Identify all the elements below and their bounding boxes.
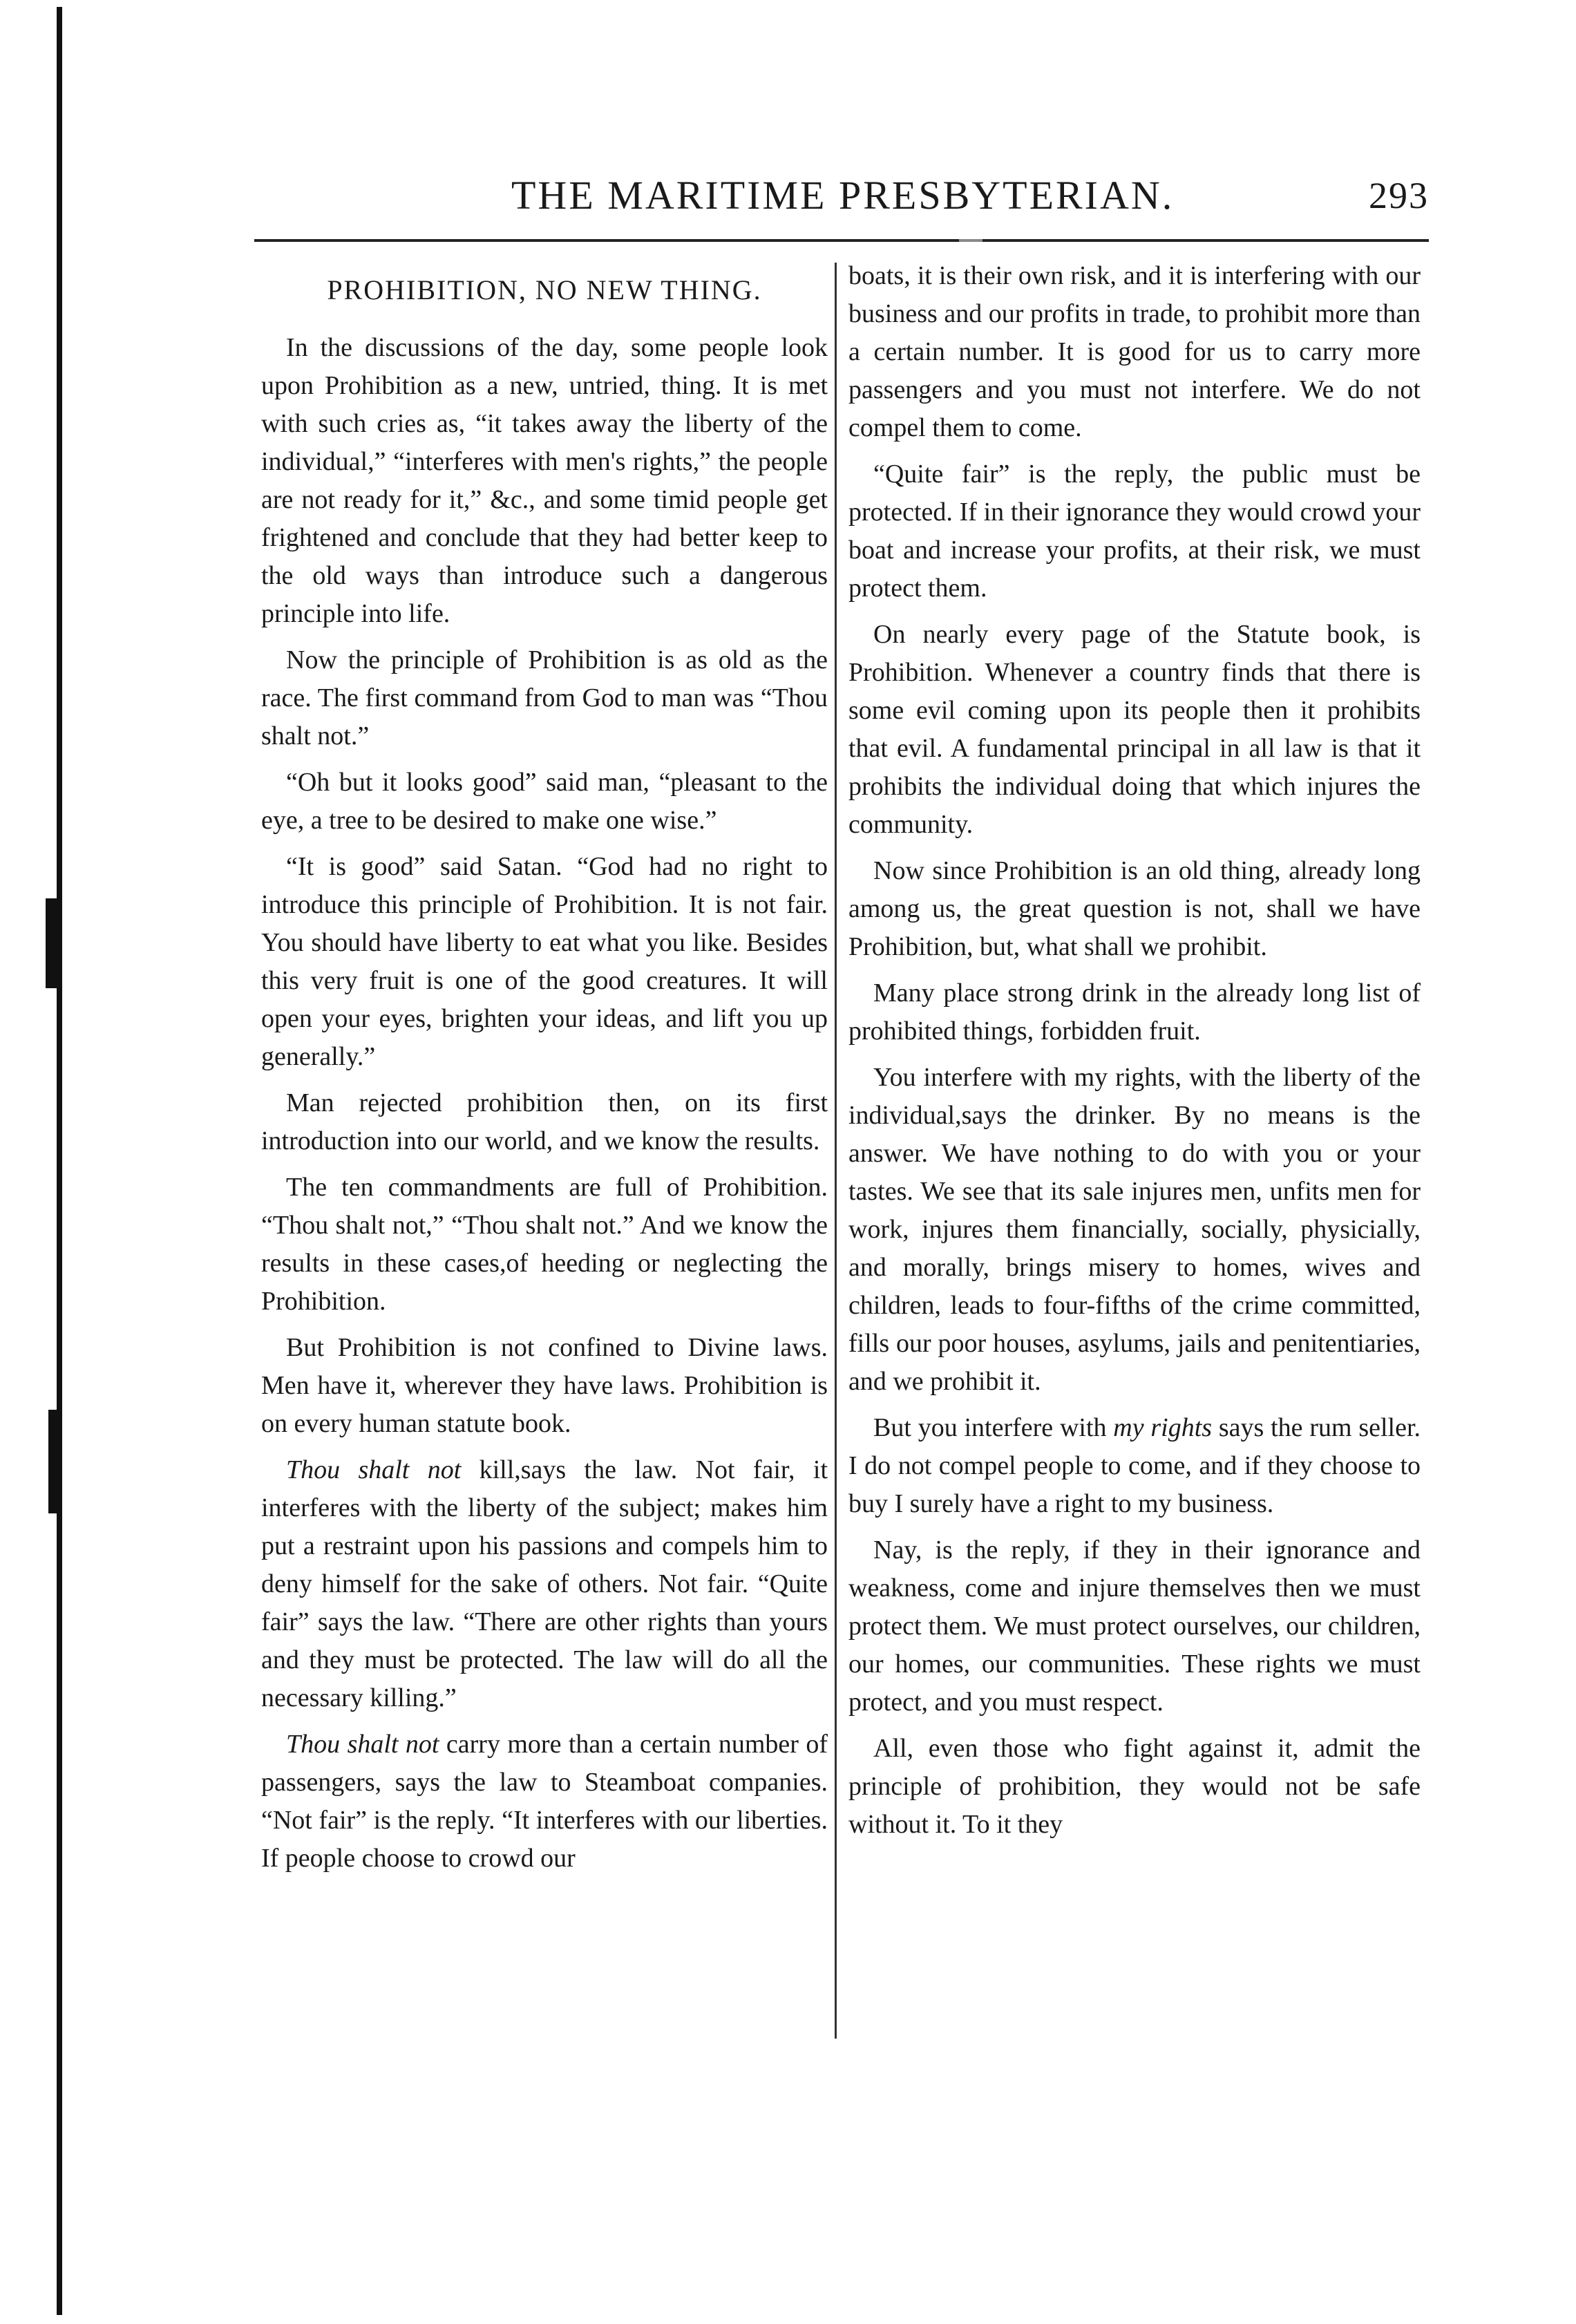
column-divider <box>835 263 837 2039</box>
right-column <box>848 257 1421 1852</box>
paragraph: “It is good” said Satan. “God had no right to introduce this principle of Prohibition. It is not fair. You should have liberty to eat what you like. Besides this very fruit is one of the good creatures. It will open your eyes, brighten your ideas, and lift you up generally.” <box>261 852 828 1071</box>
left-column <box>261 257 828 1886</box>
binding-mark <box>48 1410 58 1513</box>
italic-phrase: my rights <box>1113 1413 1213 1442</box>
paragraph: Now since Prohibition is an old thing, already long among us, the great question is not, shall we have Prohibition, but, what shall we prohibit. <box>848 856 1421 961</box>
paragraph <box>848 1409 1421 1523</box>
paragraph: You interfere with my rights, with the liberty of the individual,says the drinker. By no means is the answer. We have nothing to do with you or your tastes. We see that its sale injures men, unfits men for work, injures them financially, socially, physicially, and morally, brings misery to homes, wives and children, leads to four-fifths of the crime committed, fills our poor houses, asylums, jails and penitentiaries, and we prohibit it. <box>848 1063 1421 1396</box>
binding-edge <box>57 7 62 2315</box>
paragraph: “Oh but it looks good” said man, “pleasant to the eye, a tree to be desired to make one wise.” <box>261 768 828 835</box>
paragraph: In the discussions of the day, some people look upon Prohibition as a new, untried, thing. It is met with such cries as, “it takes away the liberty of the individual,” “interferes with men's rights,” the people are not ready for it,” &c., and some timid people get frightened and conclude that they had better keep to the old ways than introduce such a dangerous principle into life. <box>261 333 828 628</box>
paragraph <box>261 1726 828 1878</box>
paragraph: But Prohibition is not confined to Divine laws. Men have it, wherever they have laws. Prohibition is on every human statute book. <box>261 1333 828 1438</box>
paragraph-text: kill,says the law. Not fair, it interferes with the liberty of the subject; makes him put a restraint upon his passions and compels him to deny himself for the sake of others. Not fair. “Quite fair” says the law. “There are other rights than yours and they must be protected. The law will do all the necessary killing.” <box>261 1455 828 1712</box>
paragraph: “Quite fair” is the reply, the public must be protected. If in their ignorance they would crowd your boat and increase your profits, at their risk, we must protect them. <box>848 460 1421 603</box>
paragraph: Man rejected prohibition then, on its first introduction into our world, and we know the results. <box>261 1088 828 1155</box>
paragraph: Nay, is the reply, if they in their ignorance and weakness, come and injure themselves then we must protect them. We must protect ourselves, our children, our homes, our communities. These rights we must protect, and you must respect. <box>848 1536 1421 1717</box>
paragraph: On nearly every page of the Statute book, is Prohibition. Whenever a country finds that there is some evil coming upon its people then it prohibits that evil. A fundamental principal in all law is that it prohibits the individual doing that which injures the community. <box>848 620 1421 839</box>
paragraph <box>261 1451 828 1717</box>
running-title: THE MARITIME PRESBYTERIAN. <box>511 173 1175 218</box>
page-header <box>254 164 1429 227</box>
paragraph-text: But you interfere with <box>873 1413 1114 1442</box>
paragraph-text: carry more than a certain number of passengers, says the law to Steamboat companies. “Not fair” is the reply. “It interferes with our liberties. If people choose to crowd our <box>261 1730 828 1873</box>
paragraph: Many place strong drink in the already long list of prohibited things, forbidden fruit. <box>848 979 1421 1046</box>
paragraph: All, even those who fight against it, admit the principle of prohibition, they would not be safe without it. To it they <box>848 1734 1421 1839</box>
paragraph-text: says the rum seller. I do not compel people to come, and if they choose to buy I surely have a right to my business. <box>848 1413 1421 1518</box>
binding-mark <box>46 898 57 988</box>
paragraph: The ten commandments are full of Prohibition. “Thou shalt not,” “Thou shalt not.” And we know the results in these cases,of heeding or neglecting the Prohibition. <box>261 1173 828 1316</box>
paragraph: boats, it is their own risk, and it is interfering with our business and our profits in trade, to prohibit more than a certain number. It is good for us to carry more passengers and you must not interfere. We do not compel them to come. <box>848 261 1421 442</box>
page-number: 293 <box>1369 175 1429 216</box>
article-title: PROHIBITION, NO NEW THING. <box>327 274 762 305</box>
paragraph: Now the principle of Prohibition is as old as the race. The first command from God to man was “Thou shalt not.” <box>261 645 828 750</box>
italic-phrase: Thou shalt not <box>286 1730 439 1759</box>
italic-phrase: Thou shalt not <box>286 1455 462 1484</box>
header-rule <box>254 239 1429 242</box>
